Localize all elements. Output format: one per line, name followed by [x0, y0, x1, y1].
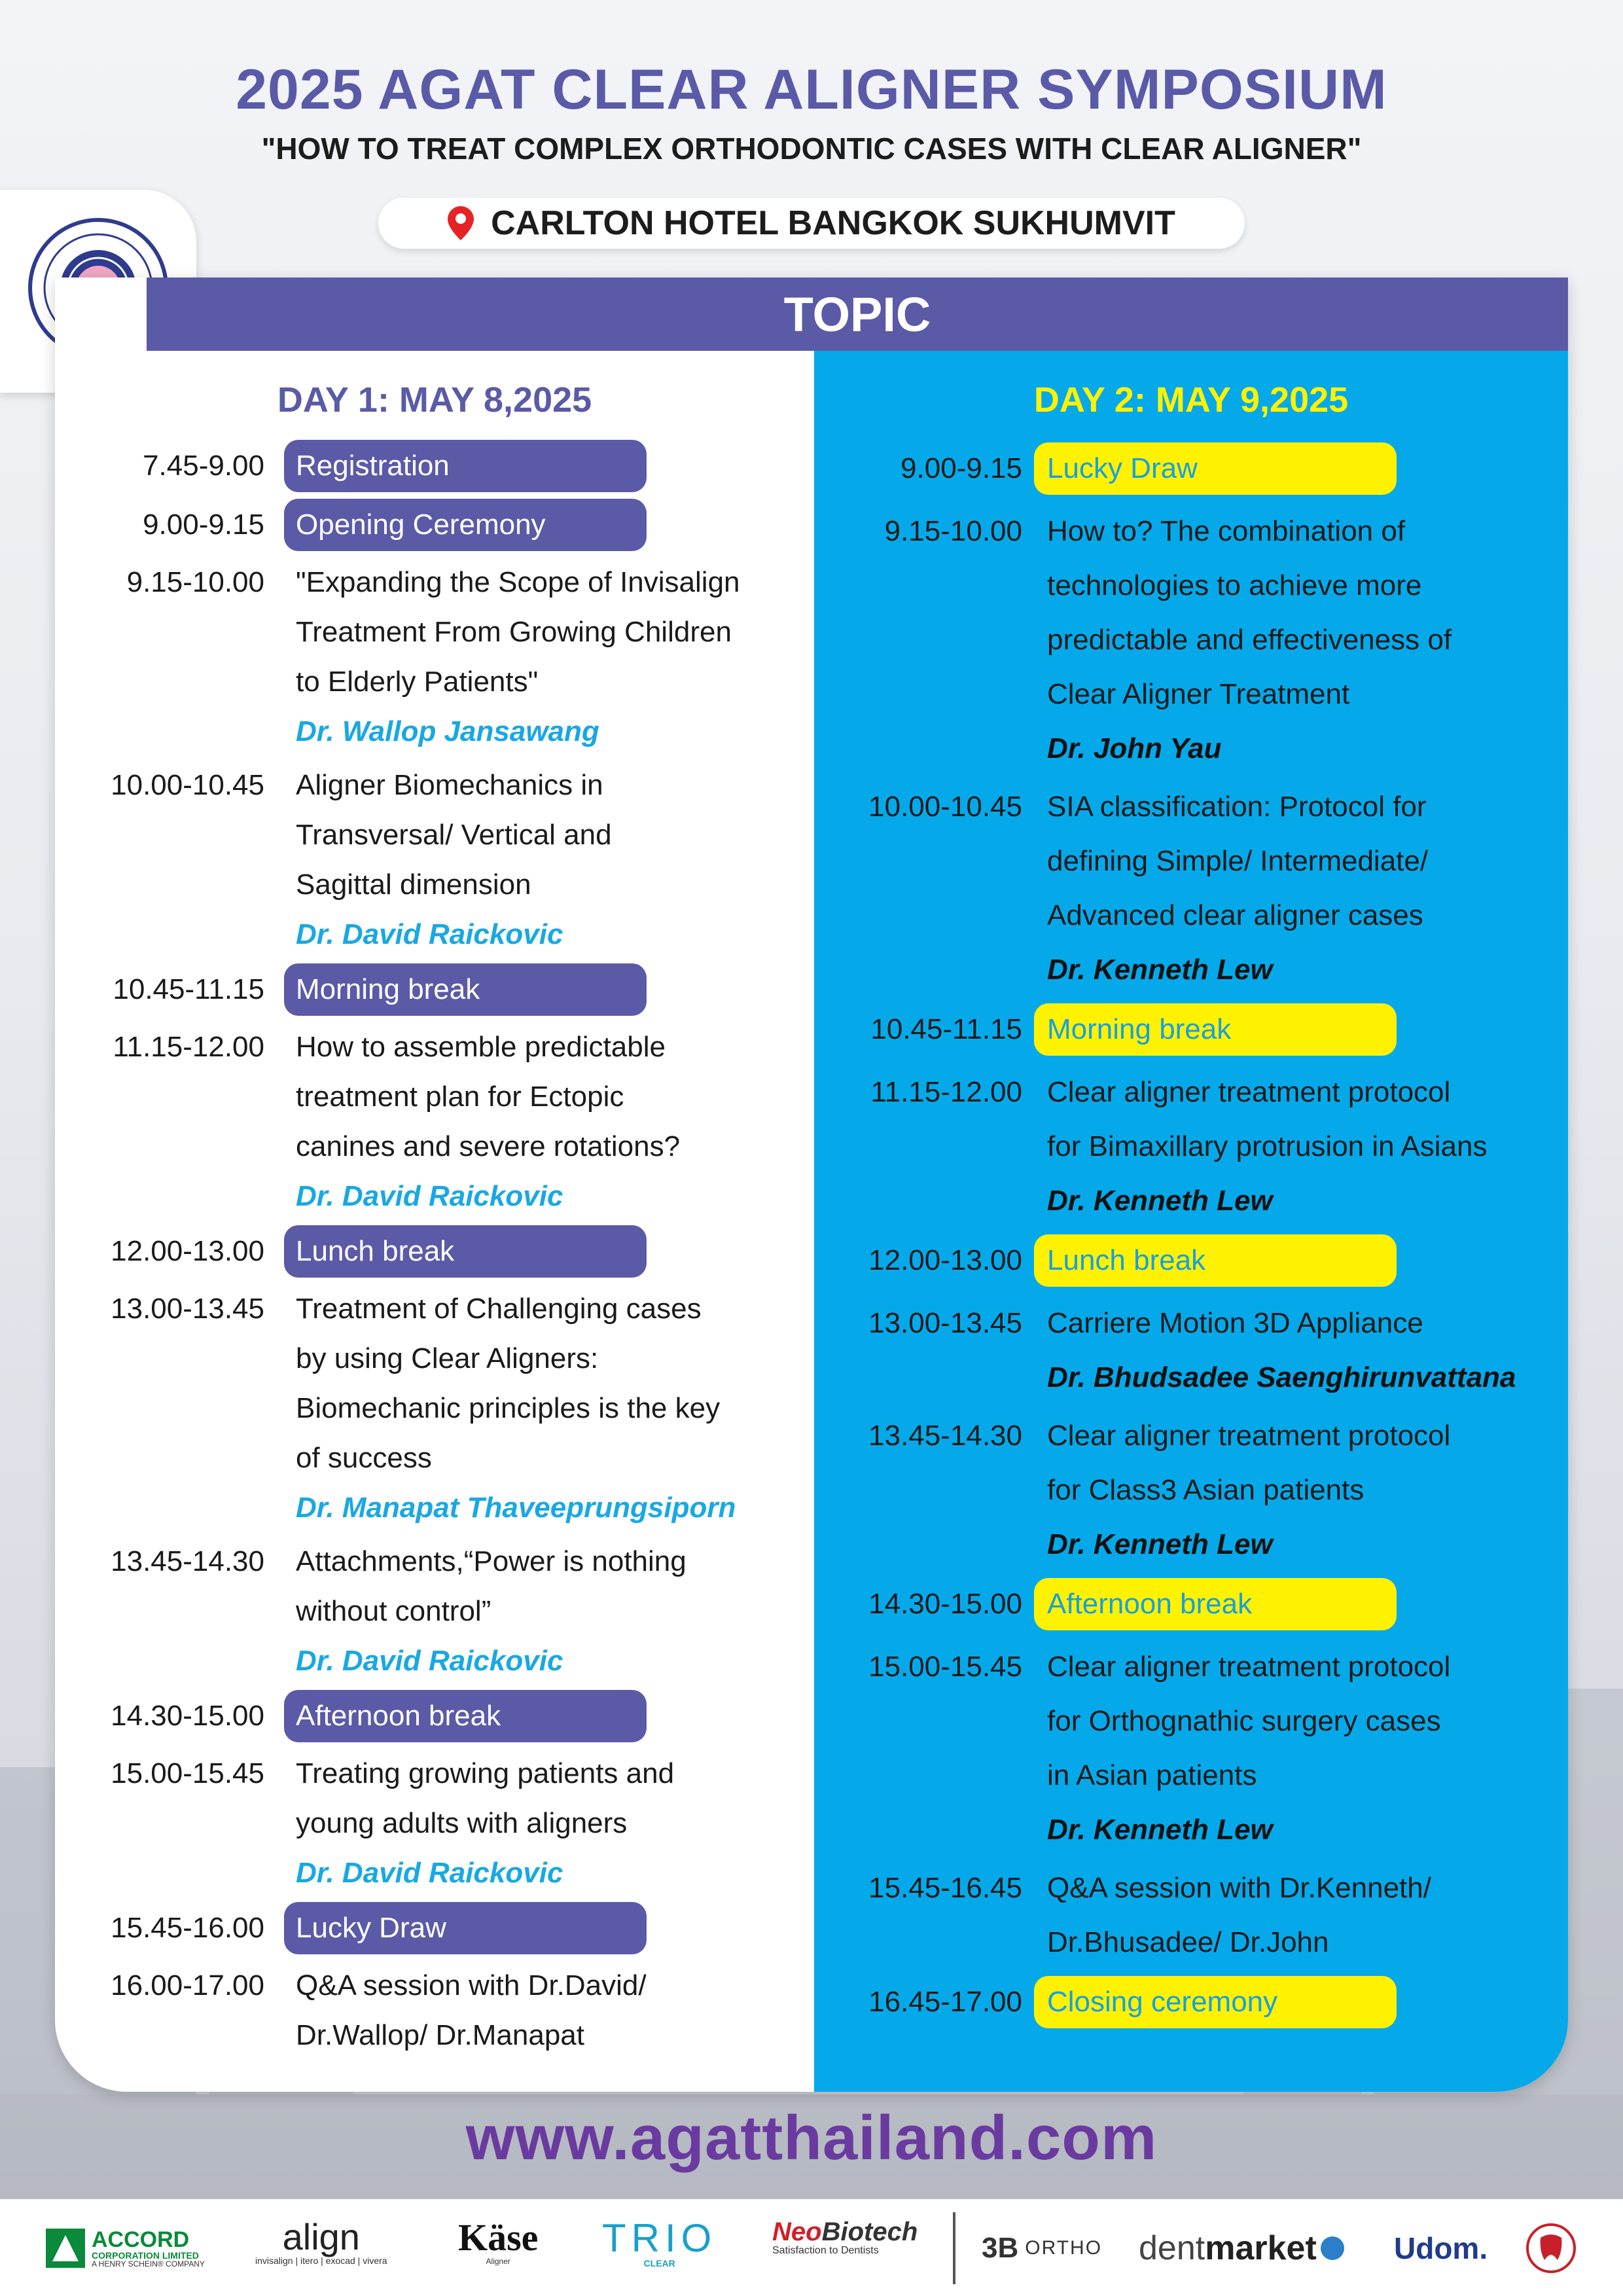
- day2-topic-line: defining Simple/ Intermediate/: [1047, 845, 1429, 877]
- day2-time-10: 15.45-16.45: [868, 1872, 1022, 1904]
- 3b-ortho-logo: [982, 2219, 1102, 2278]
- page-title: 2025 AGAT CLEAR ALIGNER SYMPOSIUM: [236, 58, 1387, 121]
- day1-topic-line: Treating growing patients and: [296, 1757, 675, 1789]
- day2-topic-line: Clear aligner treatment protocol: [1047, 1420, 1451, 1452]
- day2-topic-line: for Class3 Asian patients: [1047, 1474, 1364, 1506]
- biotech-name: Biotech: [821, 2217, 918, 2246]
- day2-highlight-11: Closing ceremony: [1034, 1976, 1397, 2028]
- neobiotech-logo: [772, 2219, 918, 2278]
- day2-time-7: 13.45-14.30: [868, 1420, 1022, 1452]
- day1-time-8: 13.45-14.30: [111, 1545, 264, 1577]
- sponsor-strip: [0, 2199, 1623, 2296]
- day2-topic-line: How to? The combination of: [1047, 515, 1406, 547]
- day1-topic-line: Transversal/ Vertical and: [296, 819, 612, 851]
- neo-sub: Satisfaction to Dentists: [772, 2245, 879, 2256]
- align-logo: [255, 2216, 387, 2278]
- accord-sub2: A HENRY SCHEIN® COMPANY: [92, 2259, 205, 2269]
- day2-highlight-3: Morning break: [1034, 1003, 1397, 1056]
- day2-time-4: 11.15-12.00: [870, 1076, 1022, 1108]
- day2-topic-line: Dr.Bhusadee/ Dr.John: [1047, 1926, 1329, 1958]
- day2-time-2: 10.00-10.45: [868, 791, 1022, 823]
- venue-badge: [378, 198, 1245, 249]
- schedule-card: [55, 278, 1568, 2092]
- accord-name: ACCORD: [92, 2227, 190, 2252]
- tooth-logo-icon: [1525, 2222, 1577, 2274]
- day1-topic-line: Biomechanic principles is the key: [296, 1392, 721, 1424]
- align-sub: invisalign | itero | exocad | vivera: [255, 2255, 387, 2266]
- day1-topic-line: How to assemble predictable: [296, 1031, 666, 1063]
- day2-topic-line: SIA classification: Protocol for: [1047, 791, 1427, 823]
- 3b-mark: 3B: [982, 2232, 1019, 2264]
- day1-time-5: 11.15-12.00: [113, 1031, 264, 1063]
- topic-bar: TOPIC: [147, 278, 1568, 351]
- day1-speaker: Dr. Manapat Thaveeprungsiporn: [296, 1492, 736, 1524]
- day1-topic-line: "Expanding the Scope of Invisalign: [296, 566, 740, 598]
- day2-highlight-8: Afternoon break: [1034, 1578, 1397, 1630]
- kase-sub: Aligner: [486, 2257, 510, 2266]
- day1-time-9: 14.30-15.00: [111, 1700, 264, 1732]
- day2-topic-line: technologies to achieve more: [1047, 569, 1422, 601]
- day2-time-3: 10.45-11.15: [870, 1013, 1022, 1045]
- trio-sub: CLEAR: [643, 2258, 675, 2269]
- day1-time-7: 13.00-13.45: [111, 1293, 264, 1325]
- day2-topic-line: predictable and effectiveness of: [1047, 624, 1452, 656]
- tooth-drop-icon: [1319, 2235, 1346, 2261]
- day1-time-4: 10.45-11.15: [113, 973, 264, 1005]
- day2-time-9: 15.00-15.45: [868, 1651, 1022, 1683]
- day2-heading: DAY 2: MAY 9,2025: [1033, 380, 1349, 420]
- day1-topic-line: without control”: [296, 1595, 491, 1627]
- day1-highlight-4: Morning break: [284, 963, 647, 1016]
- day2-speaker: Dr. Kenneth Lew: [1047, 954, 1273, 986]
- day1-highlight-11: Lucky Draw: [284, 1902, 647, 1954]
- day1-time-0: 7.45-9.00: [143, 450, 264, 482]
- day1-topic-line: canines and severe rotations?: [296, 1130, 681, 1162]
- day1-topic-line: Treatment From Growing Children: [296, 616, 732, 648]
- day1-topic-line: to Elderly Patients": [296, 666, 539, 698]
- day1-time-6: 12.00-13.00: [111, 1235, 264, 1267]
- day1-speaker: Dr. David Raickovic: [296, 1180, 563, 1212]
- day1-highlight-1: Opening Ceremony: [284, 499, 647, 551]
- day1-topic-line: Aligner Biomechanics in: [296, 769, 603, 801]
- kase-logo: [458, 2216, 539, 2278]
- day1-time-12: 16.00-17.00: [111, 1969, 264, 2001]
- day1-speaker: Dr. David Raickovic: [296, 1645, 563, 1677]
- day1-topic-line: young adults with aligners: [296, 1807, 628, 1839]
- accord-logo: [46, 2219, 205, 2278]
- dentmarket-logo: [1139, 2219, 1346, 2278]
- trio-clear-logo: [602, 2216, 717, 2278]
- day2-time-6: 13.00-13.45: [868, 1307, 1022, 1339]
- day2-time-5: 12.00-13.00: [868, 1244, 1022, 1276]
- neo-name: Neo: [772, 2217, 822, 2246]
- day1-topic-line: Sagittal dimension: [296, 869, 531, 901]
- day2-speaker: Dr. Kenneth Lew: [1047, 1185, 1273, 1217]
- day1-highlight-9: Afternoon break: [284, 1690, 647, 1742]
- day2-topic-line: Clear aligner treatment protocol: [1047, 1651, 1451, 1683]
- tooth-logo: [1525, 2219, 1577, 2278]
- day1-speaker: Dr. Wallop Jansawang: [296, 715, 599, 747]
- day1-topic-line: Q&A session with Dr.David/: [296, 1969, 647, 2001]
- day2-topic-line: Clear Aligner Treatment: [1047, 678, 1350, 710]
- day2-topic-line: Advanced clear aligner cases: [1047, 899, 1423, 931]
- venue-name: CARLTON HOTEL BANGKOK SUKHUMVIT: [491, 204, 1175, 242]
- accord-sub: CORPORATION LIMITED: [92, 2250, 199, 2261]
- ortho-label: ORTHO: [1025, 2237, 1103, 2259]
- day1-heading: DAY 1: MAY 8,2025: [277, 380, 592, 420]
- day1-topic-line: by using Clear Aligners:: [296, 1342, 599, 1374]
- day2-highlight-5: Lunch break: [1034, 1234, 1397, 1287]
- page-subtitle: "HOW TO TREAT COMPLEX ORTHODONTIC CASES WITH CLEAR ALIGNER": [261, 132, 1362, 166]
- day1-time-1: 9.00-9.15: [143, 509, 264, 541]
- day2-topic-line: for Bimaxillary protrusion in Asians: [1047, 1130, 1488, 1162]
- day1-topic-line: Dr.Wallop/ Dr.Manapat: [296, 2019, 584, 2051]
- trio-name: TRIO: [602, 2216, 717, 2260]
- day2-topic-line: for Orthognathic surgery cases: [1047, 1705, 1441, 1737]
- day2-topic-line: Clear aligner treatment protocol: [1047, 1076, 1451, 1108]
- day1-topic-line: treatment plan for Ectopic: [296, 1081, 624, 1113]
- day2-time-8: 14.30-15.00: [868, 1588, 1022, 1620]
- day1-highlight-0: Registration: [284, 440, 647, 492]
- market-word: market: [1205, 2229, 1317, 2267]
- day1-topic-line: Treatment of Challenging cases: [296, 1293, 702, 1325]
- day1-time-2: 9.15-10.00: [126, 566, 264, 598]
- sponsor-divider: [953, 2212, 955, 2284]
- day2-time-11: 16.45-17.00: [868, 1986, 1022, 2018]
- day1-time-10: 15.00-15.45: [111, 1757, 264, 1789]
- day2-topic-line: Carriere Motion 3D Appliance: [1047, 1307, 1423, 1339]
- day2-highlight-0: Lucky Draw: [1034, 442, 1397, 495]
- day1-highlight-6: Lunch break: [284, 1225, 647, 1278]
- day2-topic-line: Q&A session with Dr.Kenneth/: [1047, 1872, 1431, 1904]
- dent-word: dent: [1139, 2229, 1205, 2267]
- day1-time-11: 15.45-16.00: [111, 1912, 264, 1944]
- day1-speaker: Dr. David Raickovic: [296, 1857, 563, 1889]
- day2-time-0: 9.00-9.15: [901, 452, 1022, 484]
- day1-time-3: 10.00-10.45: [111, 769, 264, 801]
- day1-speaker: Dr. David Raickovic: [296, 918, 563, 950]
- day2-speaker: Dr. Bhudsadee Saenghirunvattana: [1047, 1361, 1516, 1393]
- day2-time-1: 9.15-10.00: [884, 515, 1022, 547]
- udom-name: Udom.: [1394, 2231, 1488, 2265]
- day2-speaker: Dr. John Yau: [1047, 732, 1222, 764]
- udom-logo: [1394, 2219, 1488, 2278]
- website-url[interactable]: www.agatthailand.com: [465, 2103, 1158, 2173]
- day2-speaker: Dr. Kenneth Lew: [1047, 1814, 1273, 1846]
- day1-topic-line: Attachments,“Power is nothing: [296, 1545, 687, 1577]
- day2-topic-line: in Asian patients: [1047, 1759, 1257, 1791]
- location-pin-icon: [448, 206, 474, 240]
- align-name: align: [282, 2216, 360, 2257]
- day1-topic-line: of success: [296, 1442, 432, 1474]
- accord-mark-icon: [46, 2229, 85, 2268]
- kase-name: Käse: [458, 2216, 539, 2259]
- day2-speaker: Dr. Kenneth Lew: [1047, 1528, 1273, 1560]
